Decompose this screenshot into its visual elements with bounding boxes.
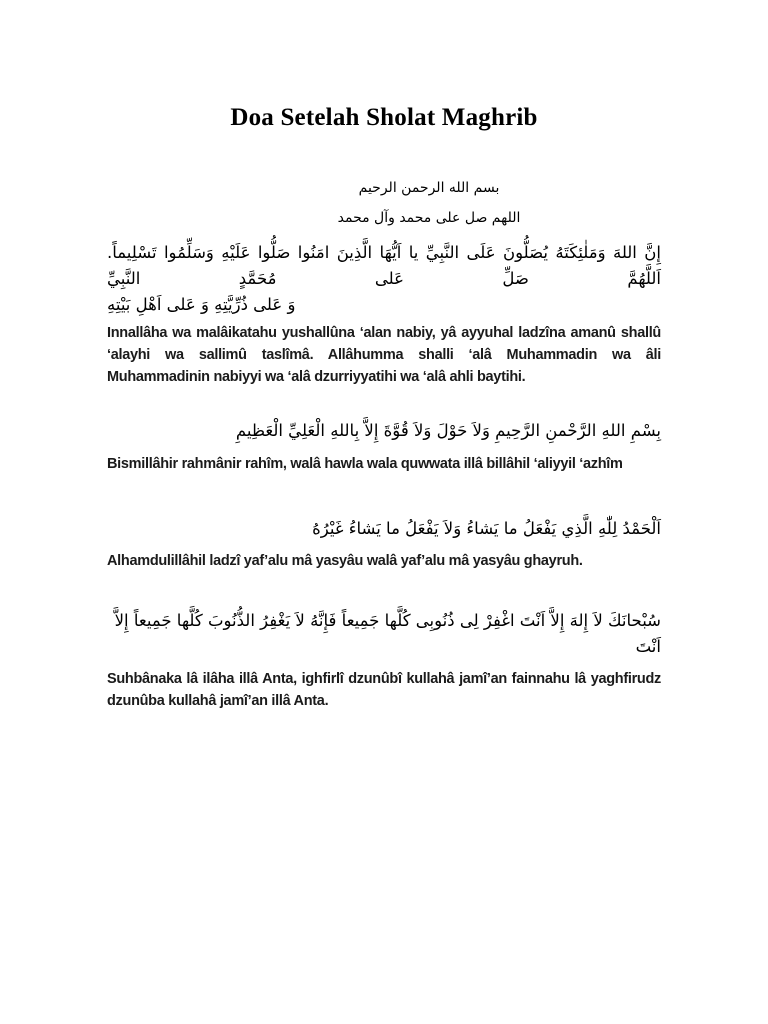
prayer3-arabic-line: اَلْحَمْدُ لِلّٰهِ الَّذِي يَفْعَلُ ما يَشاءُ وَلاَ يَفْعَلُ ما يَشاءُ غَيْرُهُ	[312, 519, 661, 538]
prayer2-transliteration: Bismillâhir rahmânir rahîm, walâ hawla wala quwwata illâ billâhil ‘aliyyil ‘azhîm	[107, 456, 623, 472]
prayer4-arabic-line: سُبْحانَكَ لاَ إِلهَ إِلاَّ اَنْتَ اغْفِرْ لِى ذُنُوبِى كُلَّها جَمِيعاً فَإِنَّهُ لاَ يَغْفِرُ الذُّنُوبَ كُلَّها جَمِيعاً إِلاَّ اَنْتَ	[114, 611, 661, 656]
page-title: Doa Setelah Sholat Maghrib	[230, 104, 538, 131]
prayer4-transliteration: Suhbânaka lâ ilâha illâ Anta, ighfirlî dzunûbî kullahâ jamî’an fainnahu lâ yaghfirudz dzunûba kullahâ jamî’an illâ Anta.	[107, 671, 661, 709]
prayer2-arabic-line: بِسْمِ اللهِ الرَّحْمنِ الرَّحِيمِ وَلاَ حَوْلَ وَلاَ قُوَّةَ إِلاَّ بِاللهِ الْعَلِيِّ الْعَظِيمِ	[235, 421, 661, 440]
prayer1-arabic-block	[107, 240, 661, 318]
prayer1-transliteration: Innallâha wa malâikatahu yushallûna ‘alan nabiy, yâ ayyuhal ladzîna amanû shallû ‘alayhi wa sallimû taslîmâ. Allâhumma shalli ‘alâ Muhammadin wa âli Muhammadinin nabiyyi wa ‘alâ dzurriyyatihi wa ‘alâ ahli baytihi.	[107, 325, 661, 385]
salawat-arabic-line: اللهم صل على محمد وآل محمد	[337, 210, 521, 226]
prayer1-arabic-line-2: وَ عَلى ذُرِّيَّتِهِ وَ عَلى اَهْلِ بَيْتِهِ	[107, 295, 296, 314]
prayer3-transliteration: Alhamdulillâhil ladzî yaf’alu mâ yasyâu walâ yaf’alu mâ yasyâu ghayruh.	[107, 553, 583, 569]
basmalah-arabic-line: بسم الله الرحمن الرحيم	[358, 180, 500, 196]
prayer1-arabic-line-1: إِنَّ اللهَ وَمَلٰئِكَتَهُ يُصَلُّونَ عَلَى النَّبِيِّ يا اَيُّهَا الَّذِينَ امَنُوا صَلُّوا عَلَيْهِ وَسَلِّمُوا تَسْلِيماً. اَللَّهُمَّ صَلِّ عَلى مُحَمَّدٍ النَّبِيِّ	[107, 243, 661, 288]
